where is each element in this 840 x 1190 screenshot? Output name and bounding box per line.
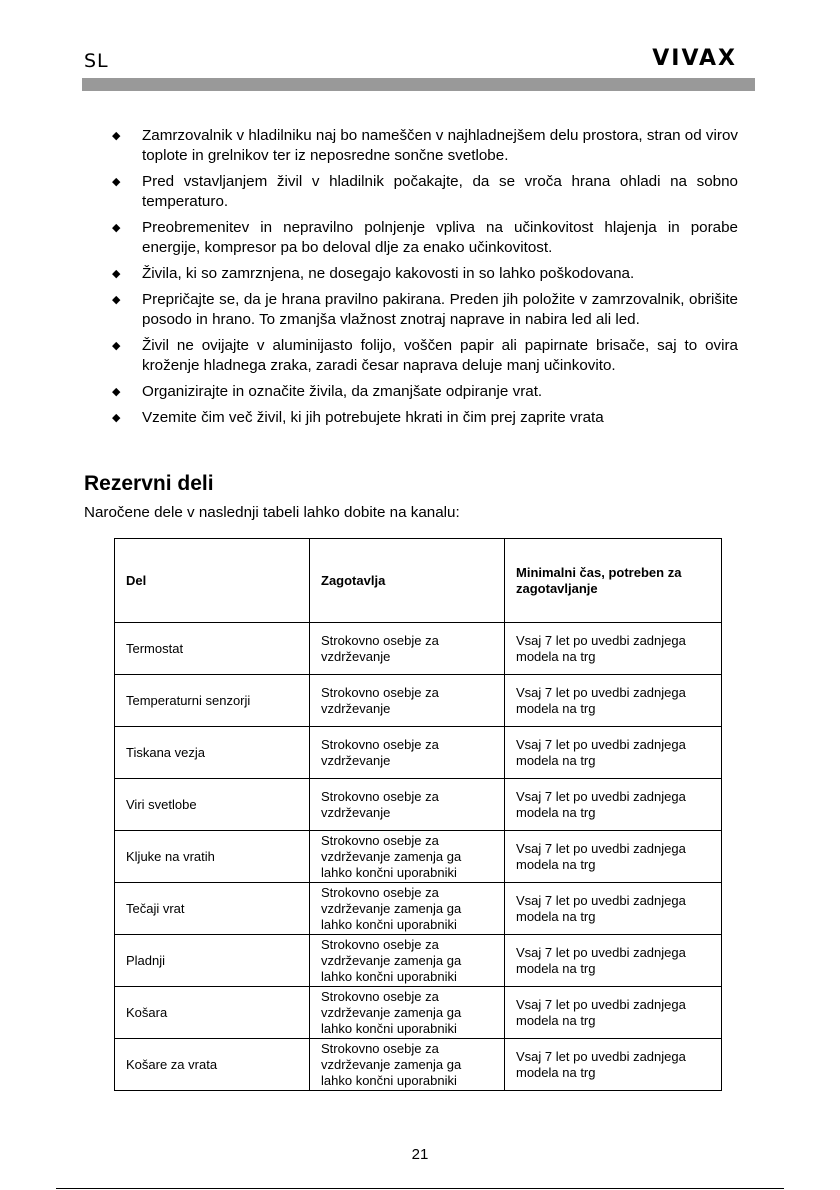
bullet-diamond-icon: ◆ — [112, 340, 121, 352]
cell-part: Termostat — [115, 623, 310, 675]
bullet-diamond-icon: ◆ — [112, 176, 121, 188]
table-row — [115, 727, 722, 779]
list-item-text: Preobremenitev in nepravilno polnjenje vpliva na učinkovitost hlajenja in porabe energije, kompresor pa bo deloval dlje za enako učinkovitost. — [142, 219, 738, 256]
list-item — [112, 126, 738, 166]
table-header-row — [115, 539, 722, 623]
cell-min-time: Vsaj 7 let po uvedbi zadnjega modela na trg — [505, 831, 722, 883]
cell-min-time: Vsaj 7 let po uvedbi zadnjega modela na trg — [505, 1039, 722, 1091]
cell-provider: Strokovno osebje za vzdrževanje zamenja ga lahko končni uporabniki — [310, 883, 505, 935]
cell-provider: Strokovno osebje za vzdrževanje — [310, 727, 505, 779]
cell-part: Tečaji vrat — [115, 883, 310, 935]
list-item — [112, 290, 738, 330]
list-item — [112, 382, 738, 402]
header-provider: Zagotavlja — [310, 539, 505, 623]
bullet-diamond-icon: ◆ — [112, 268, 121, 280]
cell-min-time: Vsaj 7 let po uvedbi zadnjega modela na trg — [505, 987, 722, 1039]
bullet-diamond-icon: ◆ — [112, 294, 121, 306]
cell-min-time: Vsaj 7 let po uvedbi zadnjega modela na trg — [505, 623, 722, 675]
cell-part: Viri svetlobe — [115, 779, 310, 831]
cell-part: Košara — [115, 987, 310, 1039]
table-row — [115, 623, 722, 675]
cell-min-time: Vsaj 7 let po uvedbi zadnjega modela na trg — [505, 883, 722, 935]
table-row — [115, 883, 722, 935]
tips-list — [112, 126, 738, 434]
spare-parts-table — [114, 538, 722, 1091]
list-item — [112, 172, 738, 212]
list-item-text: Prepričajte se, da je hrana pravilno pakirana. Preden jih položite v zamrzovalnik, obrišite posodo in hrano. To zmanjša vlažnost znotraj naprave in nabira led ali led. — [142, 291, 738, 328]
table-row — [115, 935, 722, 987]
list-item — [112, 264, 738, 284]
section-title: Rezervni deli — [84, 472, 214, 495]
cell-provider: Strokovno osebje za vzdrževanje zamenja ga lahko končni uporabniki — [310, 1039, 505, 1091]
list-item-text: Živila, ki so zamrznjena, ne dosegajo kakovosti in so lahko poškodovana. — [142, 265, 635, 282]
language-code: SL — [84, 50, 109, 72]
cell-provider: Strokovno osebje za vzdrževanje — [310, 779, 505, 831]
header-min-time: Minimalni čas, potreben za zagotavljanje — [505, 539, 722, 623]
brand-logo: VIVAX — [652, 46, 737, 71]
list-item — [112, 218, 738, 258]
cell-part: Tiskana vezja — [115, 727, 310, 779]
table-row — [115, 1039, 722, 1091]
cell-min-time: Vsaj 7 let po uvedbi zadnjega modela na trg — [505, 779, 722, 831]
cell-provider: Strokovno osebje za vzdrževanje zamenja ga lahko končni uporabniki — [310, 987, 505, 1039]
section-intro: Naročene dele v naslednji tabeli lahko dobite na kanalu: — [84, 504, 460, 521]
list-item-text: Živil ne ovijajte v aluminijasto folijo, voščen papir ali papirnate brisače, saj to ovira kroženje hladnega zraka, zaradi česar naprava deluje manj učinkovito. — [142, 337, 738, 374]
page-number: 21 — [411, 1146, 429, 1163]
cell-provider: Strokovno osebje za vzdrževanje zamenja ga lahko končni uporabniki — [310, 935, 505, 987]
bullet-diamond-icon: ◆ — [112, 386, 121, 398]
list-item-text: Vzemite čim več živil, ki jih potrebujete hkrati in čim prej zaprite vrata — [142, 409, 604, 426]
header-part: Del — [115, 539, 310, 623]
cell-provider: Strokovno osebje za vzdrževanje zamenja ga lahko končni uporabniki — [310, 831, 505, 883]
cell-part: Temperaturni senzorji — [115, 675, 310, 727]
table-row — [115, 987, 722, 1039]
bullet-diamond-icon: ◆ — [112, 130, 121, 142]
bullet-diamond-icon: ◆ — [112, 412, 121, 424]
list-item — [112, 408, 738, 428]
list-item — [112, 336, 738, 376]
table-row — [115, 779, 722, 831]
list-item-text: Zamrzovalnik v hladilniku naj bo nameščen v najhladnejšem delu prostora, stran od virov toplote in grelnikov ter iz neposredne sončne svetlobe. — [142, 127, 738, 164]
cell-min-time: Vsaj 7 let po uvedbi zadnjega modela na trg — [505, 675, 722, 727]
list-item-text: Pred vstavljanjem živil v hladilnik počakajte, da se vroča hrana ohladi na sobno temperaturo. — [142, 173, 738, 210]
footer-line — [56, 1188, 784, 1189]
table-row — [115, 831, 722, 883]
cell-min-time: Vsaj 7 let po uvedbi zadnjega modela na trg — [505, 727, 722, 779]
cell-part: Košare za vrata — [115, 1039, 310, 1091]
header-bar — [82, 78, 755, 91]
cell-min-time: Vsaj 7 let po uvedbi zadnjega modela na trg — [505, 935, 722, 987]
cell-provider: Strokovno osebje za vzdrževanje — [310, 623, 505, 675]
cell-part: Kljuke na vratih — [115, 831, 310, 883]
list-item-text: Organizirajte in označite živila, da zmanjšate odpiranje vrat. — [142, 383, 543, 400]
table-row — [115, 675, 722, 727]
cell-provider: Strokovno osebje za vzdrževanje — [310, 675, 505, 727]
bullet-diamond-icon: ◆ — [112, 222, 121, 234]
cell-part: Pladnji — [115, 935, 310, 987]
